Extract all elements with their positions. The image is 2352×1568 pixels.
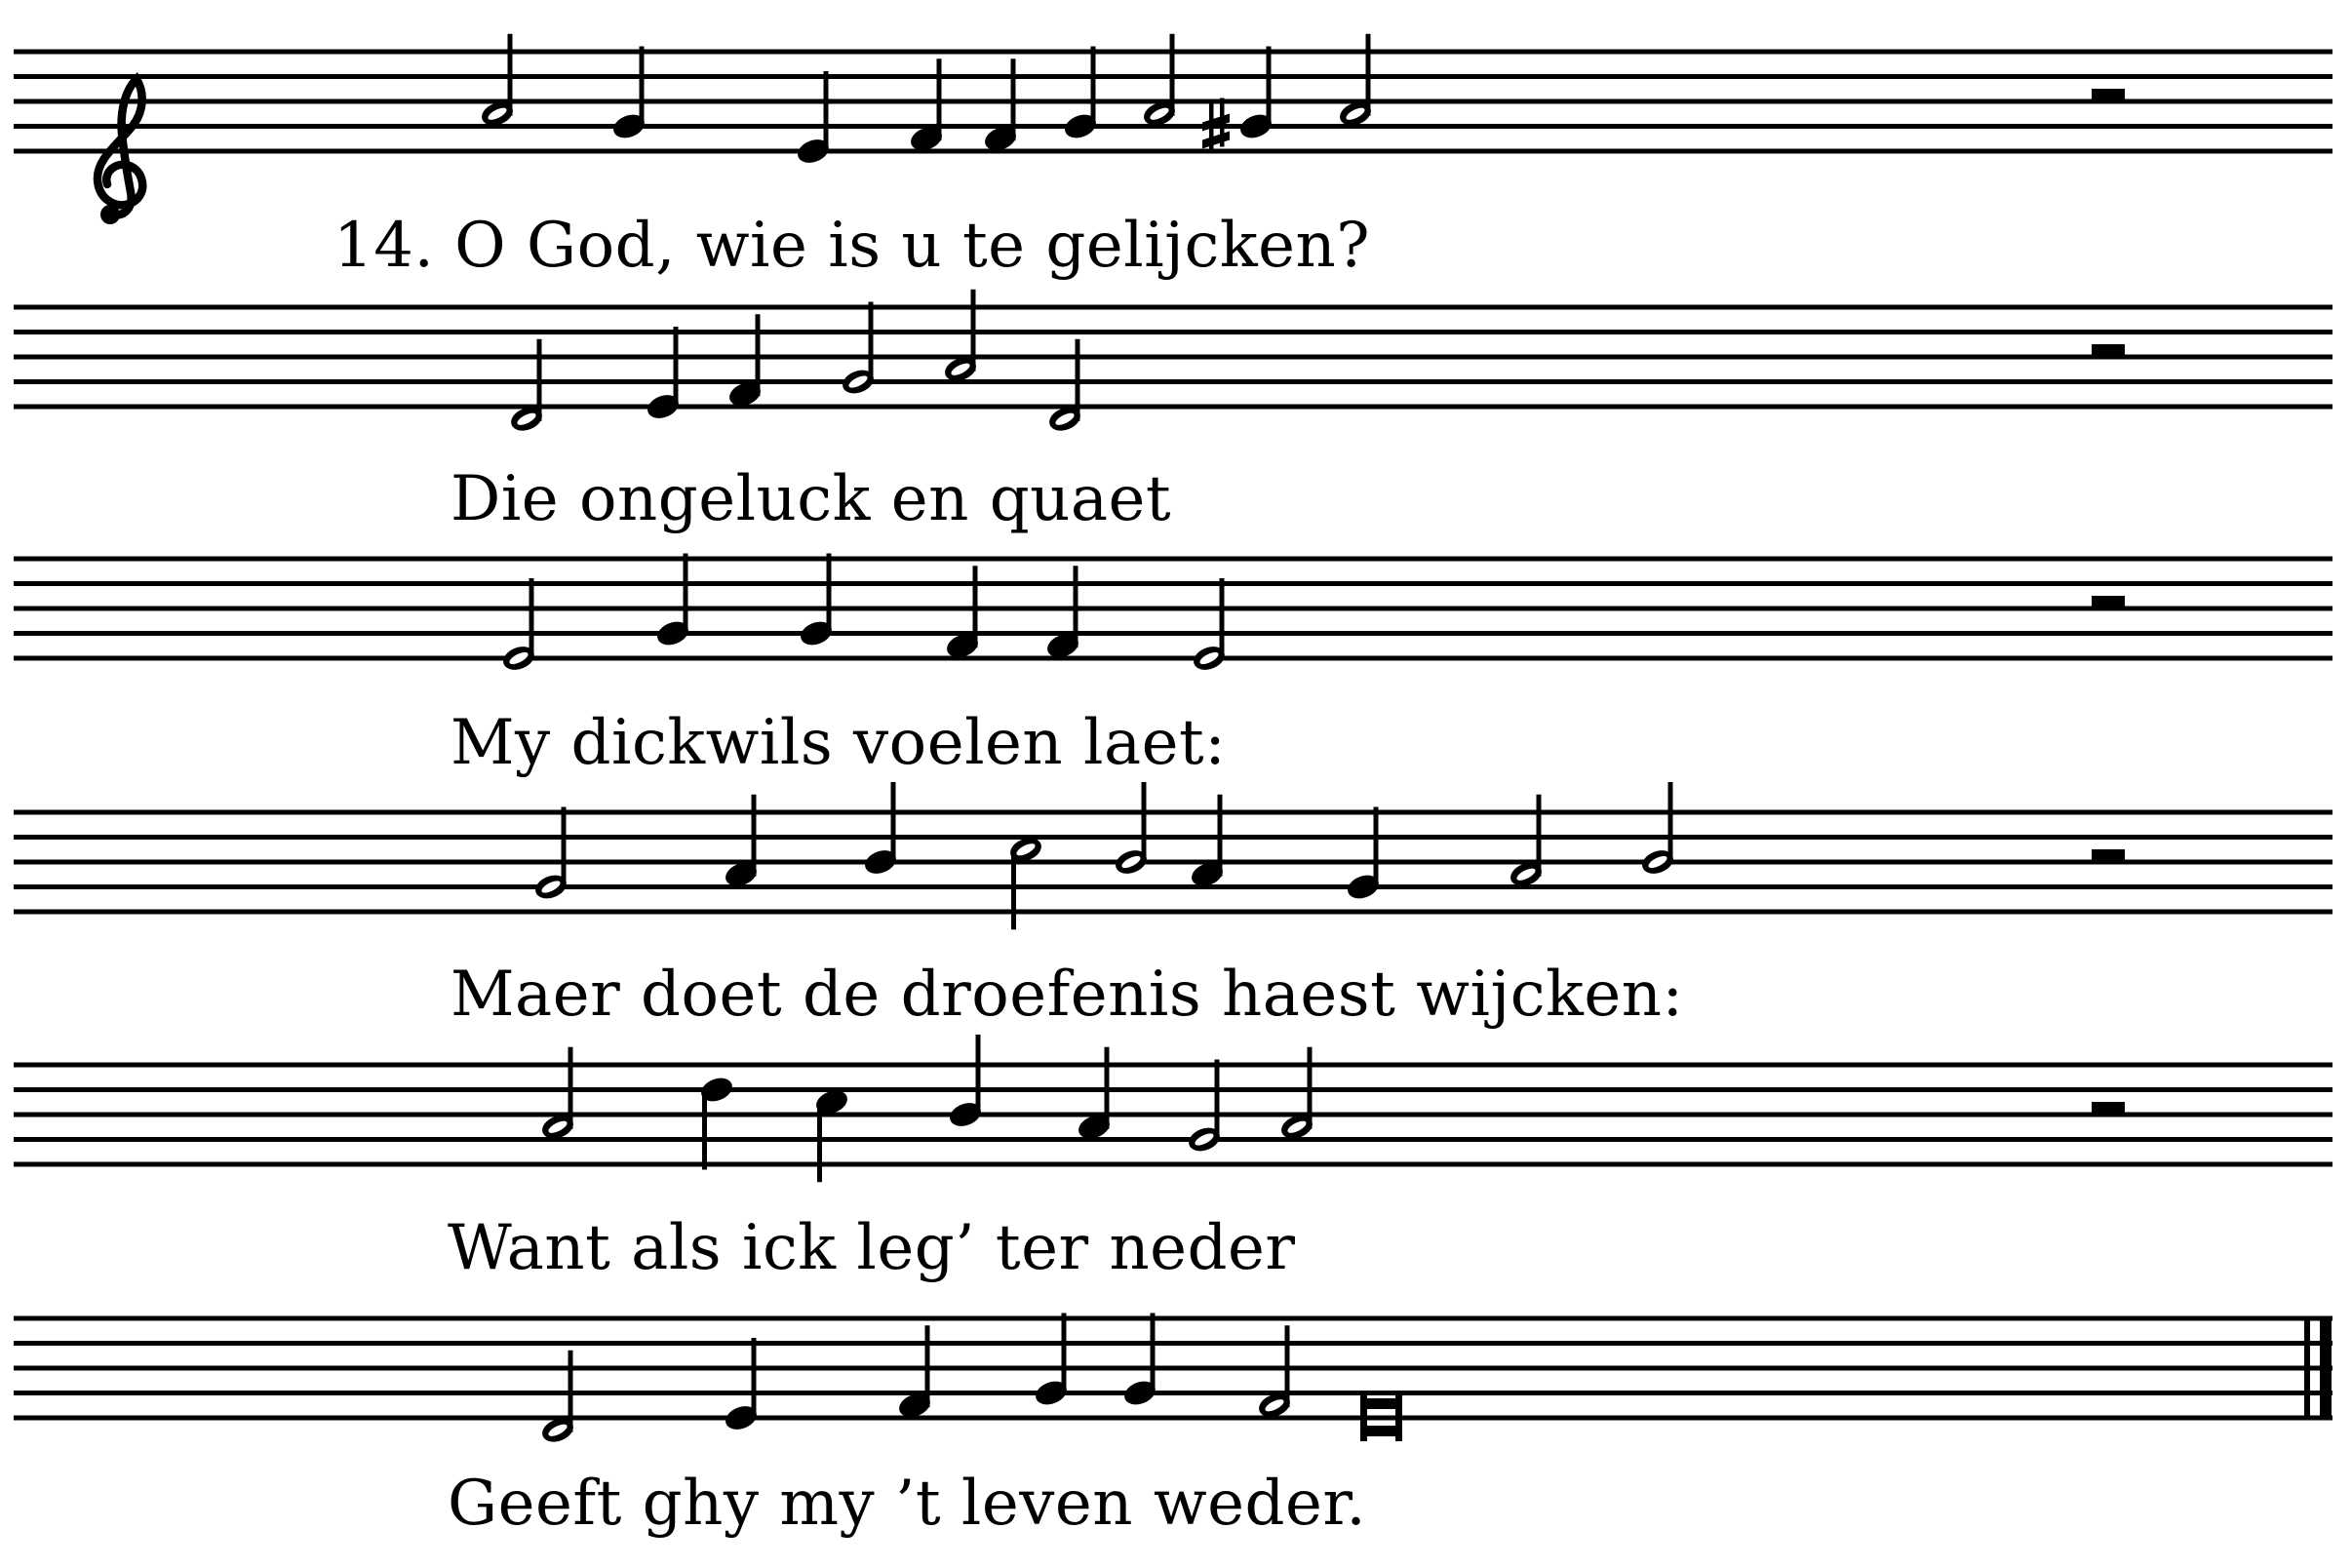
note-stem	[817, 1104, 822, 1182]
note-stem	[752, 795, 757, 877]
note-stem	[529, 578, 534, 660]
staff-line	[14, 149, 2332, 154]
staff-line	[14, 1063, 2332, 1068]
staff-line	[14, 1341, 2332, 1346]
lyric-line-3: My dickwils voelen laet:	[451, 707, 1227, 779]
note-stem	[925, 1325, 930, 1407]
sharp-accidental	[1202, 132, 1230, 149]
staff-line	[14, 557, 2332, 562]
note-stem	[674, 327, 679, 409]
note-stem	[824, 71, 829, 153]
note-stem	[537, 339, 542, 421]
note-stem	[891, 782, 896, 864]
staff-line	[14, 1416, 2332, 1421]
half-rest	[2092, 849, 2125, 862]
note-stem	[1105, 1047, 1110, 1129]
lyric-line-4: Maer doet de droefenis haest wijcken:	[451, 959, 1684, 1031]
lyric-line-5: Want als ick leg’ ter neder	[448, 1212, 1296, 1284]
staff-line	[14, 1113, 2332, 1117]
staff-line	[14, 910, 2332, 915]
staff-line	[14, 860, 2332, 865]
note-stem	[973, 566, 978, 647]
staff-line	[14, 835, 2332, 840]
note-stem	[684, 554, 688, 636]
staff-line	[14, 607, 2332, 611]
half-rest	[2092, 89, 2125, 101]
staff-line	[14, 1087, 2332, 1092]
staff-line	[14, 355, 2332, 360]
lyric-line-2: Die ongeluck en quaet	[451, 463, 1172, 535]
note-stem	[1220, 578, 1225, 660]
note-stem	[869, 302, 874, 384]
note-stem	[508, 34, 513, 116]
note-stem	[1062, 1313, 1067, 1395]
note-stem	[1668, 782, 1673, 864]
staff-line	[14, 1391, 2332, 1395]
breve-note	[1360, 1426, 1402, 1436]
note-stem	[568, 1351, 573, 1432]
note-stem	[568, 1047, 573, 1129]
note-stem	[971, 290, 976, 372]
note-stem	[1366, 34, 1371, 116]
staff-line	[14, 330, 2332, 334]
note-stem	[1011, 851, 1016, 929]
staff-line	[14, 405, 2332, 410]
staff-line	[14, 305, 2332, 310]
note-stem	[1285, 1325, 1290, 1407]
note-stem	[1170, 34, 1175, 116]
final-barline	[2320, 1316, 2332, 1421]
staff-line	[14, 1162, 2332, 1167]
note-stem	[752, 1338, 757, 1420]
staff-line	[14, 1316, 2332, 1321]
note-stem	[1215, 1060, 1220, 1142]
note-stem	[702, 1092, 707, 1170]
note-stem	[937, 59, 942, 140]
staff-line	[14, 581, 2332, 586]
staff-line	[14, 631, 2332, 636]
half-rest	[2092, 596, 2125, 608]
staff-line	[14, 1137, 2332, 1142]
staff-line	[14, 656, 2332, 661]
note-stem	[1091, 47, 1096, 129]
note-stem	[1218, 795, 1223, 877]
staff-line	[14, 1366, 2332, 1371]
staff-line	[14, 124, 2332, 129]
note-stem	[1308, 1047, 1313, 1129]
note-stem	[1537, 795, 1542, 877]
note-stem	[756, 314, 761, 396]
staff-line	[14, 379, 2332, 384]
note-stem	[1151, 1313, 1156, 1395]
breve-note	[1360, 1398, 1402, 1409]
note-stem	[976, 1035, 981, 1117]
staff-line	[14, 810, 2332, 815]
lyric-line-1: 14. O God, wie is u te gelijcken?	[333, 210, 1371, 282]
note-stem	[1374, 807, 1379, 889]
note-stem	[827, 554, 832, 636]
note-stem	[1076, 339, 1080, 421]
note-stem	[1267, 47, 1272, 129]
note-stem	[640, 47, 645, 129]
final-barline	[2304, 1316, 2310, 1421]
note-stem	[1074, 566, 1078, 647]
lyric-line-6: Geeft ghy my ’t leven weder.	[448, 1468, 1367, 1540]
note-stem	[562, 807, 567, 889]
staff-line	[14, 884, 2332, 889]
half-rest	[2092, 344, 2125, 357]
half-rest	[2092, 1102, 2125, 1115]
note-stem	[1142, 782, 1147, 864]
note-stem	[1011, 59, 1016, 140]
